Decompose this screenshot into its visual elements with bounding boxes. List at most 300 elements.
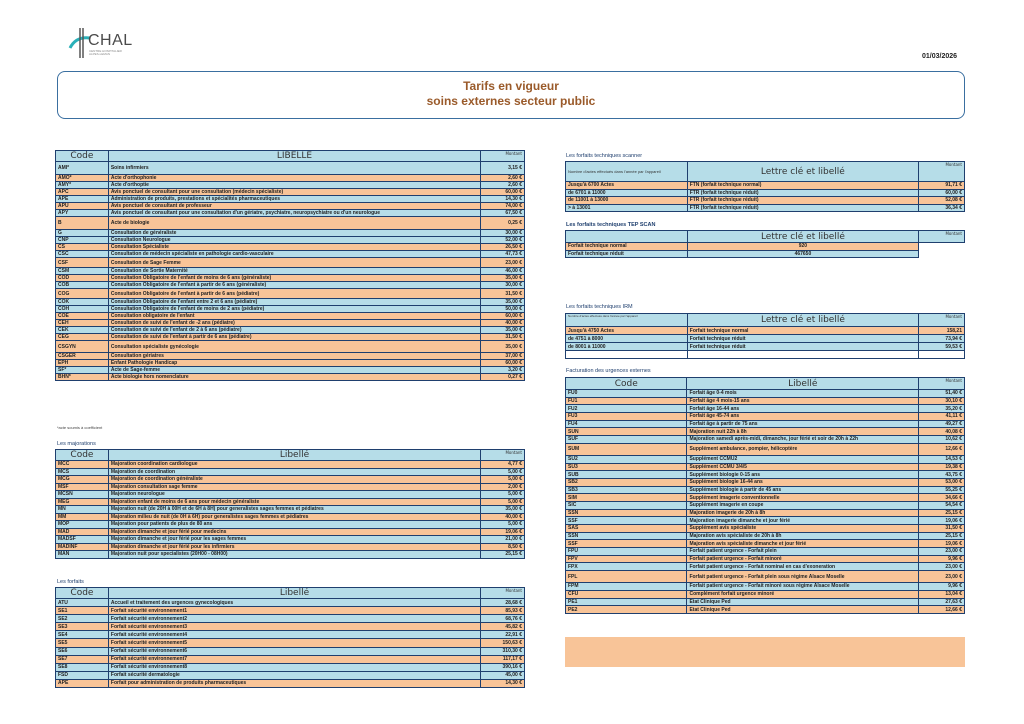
libelle-cell: Consultation de suivi de l'enfant de 2 à 6 ans (pédiatre)	[108, 327, 480, 334]
code-cell: PE2	[566, 606, 687, 614]
montant-cell: 53,00 €	[919, 478, 965, 486]
montant-cell: 25,15 €	[481, 551, 525, 559]
irm-label: Les forfaits techniques IRM	[566, 304, 633, 310]
libelle-cell: Majoration dimanche et jour férié pour medecins	[108, 528, 480, 536]
libelle-cell: Acte de Sage-femme	[108, 367, 480, 374]
table-row	[566, 189, 965, 197]
chal-logo	[68, 26, 148, 60]
table-row	[56, 175, 525, 182]
coefficient-note: *acte soumis à coefficient	[57, 425, 103, 430]
header-montant: Montant	[481, 450, 525, 461]
montant-cell: 34,66 €	[919, 494, 965, 502]
libelle-cell: Consultation Obligatoire de l'enfant à partir de 6 ans (pédiatre)	[108, 289, 480, 299]
code-cell: FU1	[566, 397, 687, 405]
code-cell: ATU	[56, 599, 109, 607]
table-row	[56, 491, 525, 499]
montant-cell: 35,20 €	[919, 405, 965, 413]
montant-cell: 35,00 €	[481, 341, 525, 353]
libelle-cell	[687, 351, 918, 359]
montant-cell: 2,60 €	[481, 175, 525, 182]
code-cell: SU3	[566, 463, 687, 471]
table-row	[56, 299, 525, 306]
code-cell	[566, 351, 688, 359]
libelle-cell: Majoration imagerie dimanche et jour férié	[687, 517, 919, 525]
libelle-cell: Majoration dimanche et jour férié pour les infirmiers	[108, 543, 480, 551]
table-row	[566, 351, 965, 359]
libelle-cell: Enfant Pathologie Handicap	[108, 360, 480, 367]
table-row	[56, 196, 525, 203]
libelle-cell: Majoration avis spécialiste de 20h à 8h	[687, 532, 919, 540]
code-cell: EPH	[56, 360, 109, 367]
title-box	[57, 71, 965, 119]
montant-cell: 91,71 €	[919, 182, 965, 190]
irm-table	[565, 313, 965, 359]
table-row	[56, 217, 525, 230]
table-row	[566, 327, 965, 335]
libelle-cell: Majoration de coordination	[108, 468, 480, 476]
logo-subtext: CENTRE HOSPITALIER ALPES-LEMAN	[89, 49, 122, 56]
libelle-cell: Etat Clinique Ped	[687, 598, 919, 606]
montant-cell: 0,27 €	[481, 374, 525, 381]
table-row	[56, 275, 525, 282]
libelle-cell: FTR (forfait technique réduit)	[687, 189, 918, 197]
code-cell: MCG	[56, 476, 109, 484]
code-cell: PE1	[566, 598, 687, 606]
table-row	[56, 498, 525, 506]
table-row	[56, 513, 525, 521]
montant-cell	[919, 351, 965, 359]
table-row	[566, 555, 965, 563]
code-cell: SE7	[56, 655, 109, 663]
libelle-cell: Forfait sécurité dermatologie	[108, 671, 480, 679]
code-cell: AMY*	[56, 182, 109, 189]
montant-cell: 35,00 €	[481, 275, 525, 282]
libelle-cell: Forfait âge 45-74 ans	[687, 413, 919, 421]
table-row	[56, 203, 525, 210]
code-cell: MADSF	[56, 536, 109, 544]
table-row	[56, 528, 525, 536]
table-row	[56, 639, 525, 647]
libelle-cell: Supplément avis spécialiste	[687, 525, 919, 533]
libelle-cell: Complément forfait urgence minoré	[687, 590, 919, 598]
header-montant: Montant	[481, 588, 525, 599]
montant-cell: 3,20 €	[481, 367, 525, 374]
libelle-cell: Consultation spécialiste gynécologie	[108, 341, 480, 353]
header-libelle: Libellé	[108, 588, 480, 599]
montant-cell: 117,17 €	[481, 655, 525, 663]
libelle-cell: Forfait sécurité environnement5	[108, 639, 480, 647]
montant-cell: 46,00 €	[481, 268, 525, 275]
montant-cell: 9,96 €	[919, 583, 965, 591]
montant-cell: 21,00 €	[481, 536, 525, 544]
header-code: Code	[56, 450, 109, 461]
montant-cell: 19,06 €	[919, 517, 965, 525]
table-row	[566, 583, 965, 591]
libelle-cell: Consultation de suivi de l'enfant de -2 ans (pédiatre)	[108, 320, 480, 327]
montant-cell: 22,91 €	[481, 631, 525, 639]
code-cell: AMI*	[56, 162, 109, 175]
libelle-cell: Supplément biologie 16-44 ans	[687, 478, 919, 486]
montant-cell: 14,53 €	[919, 455, 965, 463]
code-cell: SE5	[56, 639, 109, 647]
table-row	[56, 476, 525, 484]
table-row	[566, 590, 965, 598]
code-cell: CNP	[56, 237, 109, 244]
montant-cell: 23,00 €	[919, 571, 965, 583]
montant-cell: 51,40 €	[919, 390, 965, 398]
montant-cell: 73,94 €	[919, 335, 965, 343]
code-cell: SE4	[56, 631, 109, 639]
code-cell: de 8001 à 11000	[566, 343, 688, 351]
montant-cell: 47,73 €	[481, 251, 525, 258]
libelle-cell: Forfait patient urgence - Forfait minoré	[687, 555, 919, 563]
table-row	[56, 671, 525, 679]
table-row	[56, 353, 525, 360]
code-cell: SIC	[566, 501, 687, 509]
code-cell: MCSN	[56, 491, 109, 499]
scanner-label: Les forfaits techniques scanner	[566, 153, 643, 159]
header-nombre-actes: Nombre d'actes effectués dans l'année par l'appareil	[566, 314, 688, 327]
libelle-cell: Consultation Spécialiste	[108, 244, 480, 251]
libelle-cell: Consultation de généraliste	[108, 230, 480, 237]
table-row	[566, 494, 965, 502]
libelle-cell: Majoration imagerie de 20h à 8h	[687, 509, 919, 517]
libelle-cell: Consultation Obligatoire de l'enfant de moins de 2 ans (pédiatre)	[108, 306, 480, 313]
table-row	[566, 563, 965, 571]
code-cell: FU4	[566, 420, 687, 428]
montant-cell: 5,00 €	[481, 498, 525, 506]
table-row	[566, 501, 965, 509]
table-row	[56, 521, 525, 529]
montant-cell: 14,30 €	[481, 196, 525, 203]
code-cell: CSC	[56, 251, 109, 258]
title-line-2: soins externes secteur public	[426, 94, 596, 108]
libelle-cell: Forfait technique normal	[566, 243, 688, 251]
montant-cell: 35,00 €	[481, 299, 525, 306]
table-row	[56, 162, 525, 175]
libelle-cell: Forfait âge à partir de 75 ans	[687, 420, 919, 428]
libelle-cell: Majoration nuit (de 20H à 00H et de 6H à 8H) pour generalistes sages femmes et pédiatres	[108, 506, 480, 514]
montant-cell: 35,00 €	[481, 506, 525, 514]
montant-cell: 31,50 €	[481, 334, 525, 341]
montant-cell: 390,16 €	[481, 663, 525, 671]
montant-cell: 920	[687, 243, 918, 251]
table-row	[566, 517, 965, 525]
libelle-cell: Forfait sécurité environnement3	[108, 623, 480, 631]
montant-cell: 60,00 €	[481, 189, 525, 196]
libelle-cell: Supplément CCMU2	[687, 455, 919, 463]
code-cell: COB	[56, 282, 109, 289]
montant-cell: 52,08 €	[919, 197, 965, 205]
table-row	[566, 548, 965, 556]
montant-cell: 2,00 €	[481, 483, 525, 491]
table-row	[566, 250, 965, 258]
libelle-cell: FTR (forfait technique réduit)	[687, 197, 918, 205]
montant-cell: 74,00 €	[481, 203, 525, 210]
logo-text: CHAL	[88, 32, 133, 49]
code-cell: G	[56, 230, 109, 237]
montant-cell: 26,50 €	[481, 244, 525, 251]
table-row	[56, 623, 525, 631]
header-code: Code	[566, 378, 687, 390]
document-date: 01/03/2026	[922, 53, 958, 60]
libelle-cell: Administration de produits, prestations et spécialités pharmaceutiques	[108, 196, 480, 203]
montant-cell: 28,68 €	[481, 599, 525, 607]
libelle-cell: Majoration samedi après-midi, dimanche, jour férié et soir de 20h à 22h	[687, 436, 919, 444]
montant-cell: 150,63 €	[481, 639, 525, 647]
majorations-label: Les majorations	[57, 441, 96, 447]
majorations-table	[55, 449, 525, 559]
montant-cell: 10,62 €	[919, 436, 965, 444]
montant-cell: 19,06 €	[481, 528, 525, 536]
code-cell: FU2	[566, 405, 687, 413]
libelle-cell: Majoration de coordination généraliste	[108, 476, 480, 484]
header-libelle: Libellé	[108, 450, 480, 461]
code-cell: COG	[56, 289, 109, 299]
montant-cell: 23,00 €	[481, 258, 525, 268]
main-tarif-table	[55, 150, 525, 381]
montant-cell: 60,00 €	[919, 189, 965, 197]
table-row	[566, 197, 965, 205]
table-row	[56, 663, 525, 671]
montant-cell: 49,27 €	[919, 420, 965, 428]
libelle-cell: FTR (forfait technique réduit)	[687, 204, 918, 212]
table-row	[566, 532, 965, 540]
table-row	[56, 189, 525, 196]
libelle-cell: Forfait âge 16-44 ans	[687, 405, 919, 413]
urgences-label: Facturation des urgences externes	[566, 368, 651, 374]
tep-scan-table	[565, 230, 965, 258]
table-row	[566, 390, 965, 398]
header-libelle: LIBELLE	[108, 151, 480, 162]
libelle-cell: Forfait technique normal	[687, 327, 918, 335]
table-row	[566, 204, 965, 212]
urgences-table	[565, 377, 965, 614]
montant-cell: 43,75 €	[919, 471, 965, 479]
libelle-cell: Consultation Obligatoire de l'enfant à partir de 6 ans (généraliste)	[108, 282, 480, 289]
code-cell: > à 13001	[566, 204, 688, 212]
table-row	[566, 540, 965, 548]
libelle-cell: FTN (forfait technique normal)	[687, 182, 918, 190]
montant-cell: 40,08 €	[919, 428, 965, 436]
table-row	[56, 647, 525, 655]
table-row	[56, 468, 525, 476]
montant-cell: 40,00 €	[481, 320, 525, 327]
montant-cell: 19,06 €	[919, 540, 965, 548]
code-cell: SE8	[56, 663, 109, 671]
table-row	[56, 182, 525, 189]
libelle-cell: Supplément biologie 0-15 ans	[687, 471, 919, 479]
libelle-cell: Forfait technique réduit	[566, 250, 688, 258]
table-row	[566, 463, 965, 471]
table-row	[566, 420, 965, 428]
table-row	[56, 282, 525, 289]
libelle-cell: Avis ponctuel de consultant pour une consultation (médecin spécialiste)	[108, 189, 480, 196]
table-row	[56, 599, 525, 607]
table-row	[566, 478, 965, 486]
header-libelle: Libellé	[687, 378, 919, 390]
table-row	[566, 436, 965, 444]
libelle-cell: Consultation Obligatoire de l'enfant entre 2 et 6 ans (pédiatre)	[108, 299, 480, 306]
libelle-cell: Acte de biologie	[108, 217, 480, 230]
libelle-cell: Consultation Neurologue	[108, 237, 480, 244]
libelle-cell: Acte d'orthoptie	[108, 182, 480, 189]
table-row	[566, 443, 965, 455]
table-row	[56, 306, 525, 313]
libelle-cell: Forfait technique réduit	[687, 335, 918, 343]
code-cell: FPM	[566, 583, 687, 591]
libelle-cell: Forfait patient urgence - Forfait nominal en cas d'exoneration	[687, 563, 919, 571]
code-cell: BHN*	[56, 374, 109, 381]
table-row	[56, 631, 525, 639]
montant-cell: 25,15 €	[919, 532, 965, 540]
table-row	[56, 506, 525, 514]
header-montant: Montant	[919, 231, 965, 243]
montant-cell: 41,11 €	[919, 413, 965, 421]
table-row	[56, 551, 525, 559]
code-cell: SAS	[566, 525, 687, 533]
montant-cell: 12,66 €	[919, 443, 965, 455]
libelle-cell: Etat Clinique Ped	[687, 606, 919, 614]
code-cell: MOP	[56, 521, 109, 529]
montant-cell: 158,21	[919, 327, 965, 335]
code-cell: MN	[56, 506, 109, 514]
code-cell: CSM	[56, 268, 109, 275]
code-cell: SSN	[566, 532, 687, 540]
libelle-cell: Forfait pour administration de produits pharmaceutiques	[108, 679, 480, 687]
montant-cell: 60,00 €	[481, 360, 525, 367]
libelle-cell: Supplément imagerie conventionnelle	[687, 494, 919, 502]
montant-cell: 27,63 €	[919, 598, 965, 606]
table-row	[56, 607, 525, 615]
table-row	[56, 230, 525, 237]
montant-cell: 14,30 €	[481, 679, 525, 687]
code-cell: SB3	[566, 486, 687, 494]
montant-cell: 310,30 €	[481, 647, 525, 655]
montant-cell: 30,00 €	[481, 282, 525, 289]
montant-cell: 40,00 €	[481, 513, 525, 521]
code-cell: de 11001 à 13000	[566, 197, 688, 205]
code-cell: MCC	[56, 461, 109, 469]
code-cell: APC	[56, 189, 109, 196]
libelle-cell: Forfait âge 4 mois-15 ans	[687, 397, 919, 405]
code-cell: MCS	[56, 468, 109, 476]
code-cell: MM	[56, 513, 109, 521]
code-cell: de 4751 à 8000	[566, 335, 688, 343]
table-row	[56, 615, 525, 623]
montant-cell: 5,00 €	[481, 476, 525, 484]
table-row	[566, 243, 965, 251]
code-cell: COK	[56, 299, 109, 306]
table-row	[56, 334, 525, 341]
code-cell: FU3	[566, 413, 687, 421]
libelle-cell: Soins infirmiers	[108, 162, 480, 175]
table-row	[56, 210, 525, 217]
montant-cell: 8,50 €	[481, 543, 525, 551]
libelle-cell: Majoration dimanche et jour férié pour les sages femmes	[108, 536, 480, 544]
empty-header	[566, 231, 688, 243]
table-row	[56, 327, 525, 334]
table-row	[56, 341, 525, 353]
table-row	[566, 606, 965, 614]
code-cell: SSF	[566, 540, 687, 548]
libelle-cell: Majoration nuit pour specialistes (20H00 - 08H00)	[108, 551, 480, 559]
code-cell: SUB	[566, 471, 687, 479]
montant-cell: 9,96 €	[919, 555, 965, 563]
montant-cell: 5,00 €	[481, 491, 525, 499]
libelle-cell: Consultation gériatres	[108, 353, 480, 360]
code-cell: CSF	[56, 258, 109, 268]
scanner-table	[565, 161, 965, 212]
libelle-cell: Consultation de médecin spécialiste en pathologie cardio-vasculaire	[108, 251, 480, 258]
forfaits-label: Les forfaits	[57, 579, 84, 585]
libelle-cell: Supplément CCMU 3/4/5	[687, 463, 919, 471]
code-cell: SE3	[56, 623, 109, 631]
libelle-cell: Forfait patient urgence - Forfait minoré sous régime Alsace Moselle	[687, 583, 919, 591]
table-row	[56, 461, 525, 469]
libelle-cell: Forfait sécurité environnement4	[108, 631, 480, 639]
table-row	[566, 335, 965, 343]
libelle-cell: Forfait sécurité environnement7	[108, 655, 480, 663]
libelle-cell: Forfait patient urgence - Forfait plein sous régime Alsace Moselle	[687, 571, 919, 583]
table-row	[566, 471, 965, 479]
header-nombre-actes: Nombre d'actes effectués dans l'année par l'appareil	[566, 162, 688, 182]
code-cell: MAN	[56, 551, 109, 559]
table-row	[566, 598, 965, 606]
header-code: Code	[56, 588, 109, 599]
montant-cell: 31,50 €	[919, 525, 965, 533]
libelle-cell: Majoration nuit 22h à 8h	[687, 428, 919, 436]
libelle-cell: Avis ponctuel de consultant pour une consultation d'un gériatre, psychiatre, neuropsychiatre ou d'un neurologue	[108, 210, 480, 217]
table-row	[56, 543, 525, 551]
code-cell: de 6701 à 11000	[566, 189, 688, 197]
code-cell: CSGYN	[56, 341, 109, 353]
libelle-cell: Forfait patient urgence - Forfait plein	[687, 548, 919, 556]
table-row	[566, 428, 965, 436]
code-cell: AMO*	[56, 175, 109, 182]
code-cell: COE	[56, 313, 109, 320]
code-cell: FPU	[566, 548, 687, 556]
table-row	[56, 258, 525, 268]
code-cell: SUM	[566, 443, 687, 455]
table-row	[56, 251, 525, 258]
montant-cell: 467650	[687, 250, 918, 258]
montant-cell: 60,00 €	[481, 313, 525, 320]
code-cell: SUF	[566, 436, 687, 444]
code-cell: CEK	[56, 327, 109, 334]
table-row	[566, 405, 965, 413]
code-cell: SIM	[566, 494, 687, 502]
header-montant: Montant	[919, 314, 965, 327]
code-cell: CS	[56, 244, 109, 251]
code-cell: SE2	[56, 615, 109, 623]
table-row	[566, 455, 965, 463]
code-cell: SB2	[566, 478, 687, 486]
table-row	[56, 374, 525, 381]
tep-label: Les forfaits techniques TEP SCAN	[566, 222, 656, 228]
montant-cell: 5,00 €	[481, 521, 525, 529]
montant-cell: 68,76 €	[481, 615, 525, 623]
code-cell: MAD	[56, 528, 109, 536]
table-row	[566, 343, 965, 351]
table-row	[566, 525, 965, 533]
montant-cell: 35,00 €	[481, 327, 525, 334]
montant-cell: 23,00 €	[919, 563, 965, 571]
montant-cell: 30,10 €	[919, 397, 965, 405]
libelle-cell: Acte biologie hors nomenclature	[108, 374, 480, 381]
table-row	[56, 268, 525, 275]
libelle-cell: Acte d'orthophonie	[108, 175, 480, 182]
